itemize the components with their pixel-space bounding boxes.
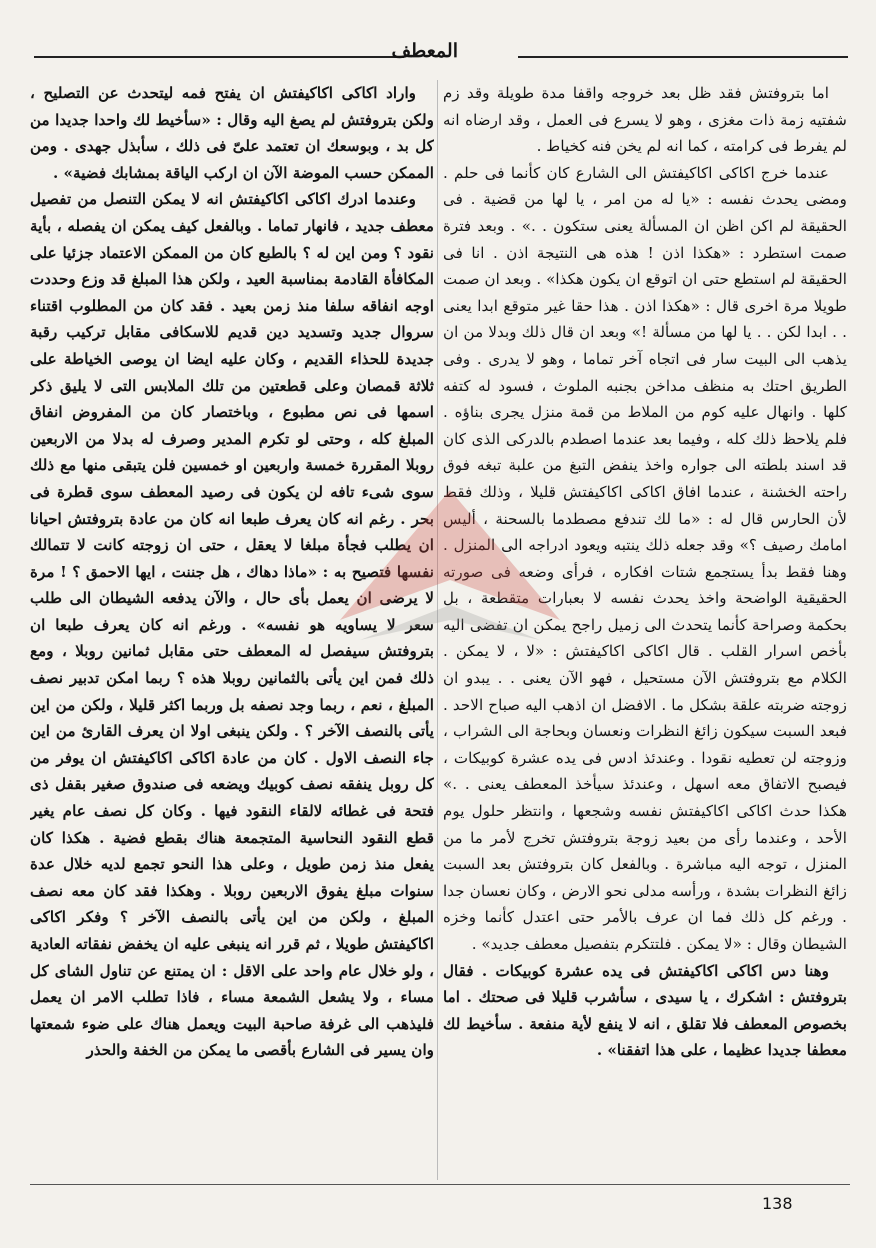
right-column <box>443 80 847 1180</box>
magazine-title: المعطف <box>391 40 458 62</box>
paragraph: واراد اكاكى اكاكيفتش ان يفتح فمه ليتحدث عن التصليح ، ولكن بتروفتش لم يصغ اليه وقال : «سأخيط لك واحدا جديدا من كل بد ، وبوسعك ان تعتمد علىّ فى ذلك ، سأبذل جهدى . ومن الممكن حسب الموضة الآن ان اركب الياقة بمشابك فضية» . <box>30 84 434 182</box>
header-rule-right <box>518 56 848 58</box>
running-header <box>30 38 850 68</box>
footer-rule <box>30 1184 850 1185</box>
column-divider <box>437 80 438 1180</box>
header-rule-left <box>34 56 404 58</box>
paragraph: عندما خرج اكاكى اكاكيفتش الى الشارع كان كأنما فى حلم . ومضى يحدث نفسه : «يا له من امر ، يا لها من قضية . فى الحقيقة لم اكن اظن ان المسألة يعنى ستكون . .» . وبعد فترة صمت استطرد : «هكذا اذن ! هذه هى النتيجة اذن . انا فى الحقيقة لم استطع حتى ان اتوقع ان يكون هكذا» . وبعد ان صمت طويلا مرة اخرى قال : «هكذا اذن . هذا حقا غير متوقع ابدا يعنى . . ابدا لكن . . يا لها من مسألة !» وبعد ان قال ذلك وبدلا من ان يذهب الى البيت سار فى اتجاه آخر تماما ، وهو لا يدرى . وفى الطريق احتك به منظف مداخن بجنبه الملوث ، فسود له كتفه كلها . وانهال عليه كوم من الملاط من قمة منزل يجرى بناؤه . فلم يلاحظ ذلك كله ، وفيما بعد عندما اصطدم بالدركى الذى كان قد اسند بلطته الى جواره واخذ ينفض التبغ من علبة تبغه فوق راحته الخشنة ، عندما افاق اكاكى اكاكيفتش قليلا ، وذلك فقط لأن الحارس قال له : «ما لك تندفع مصطدما بالسحنة ، أليس امامك رصيف ؟» وقد جعله ذلك ينتبه ويعود ادراجه الى المنزل . وهنا فقط بدأ يستجمع شتات افكاره ، فرأى وضعه فى صورته الحقيقية الواضحة واخذ يحدث نفسه لا بعبارات متقطعة ، بل بحكمة وصراحة كأنما يتحدث الى زميل راجح يمكن ان تفضى اليه بأخص اسرار القلب . قال اكاكى اكاكيفتش : «لا ، لا يمكن . الكلام مع بتروفتش الآن مستحيل ، فهو الآن يعنى . . يبدو ان زوجته ضربته علقة بشكل ما . الافضل ان اذهب اليه صباح الاحد . فبعد السبت سيكون زائغ النظرات ونعسان وبحاجة الى الشراب ، وزوجته لن تعطيه نقودا . وعندئذ ادس فى يده عشرة كوبيكات ، فيصبح الاتفاق معه اسهل ، وعندئذ سيأخذ المعطف يعنى . .» هكذا حدث اكاكى اكاكيفتش نفسه وشجعها ، وانتظر حلول يوم الأحد ، وعندما رأى من بعيد زوجة بتروفتش تخرج لأمر ما من المنزل ، توجه اليه مباشرة . وبالفعل كان بتروفتش بعد السبت زائغ النظرات بشدة ، ورأسه مدلى نحو الارض ، وكان نعسان جدا . ورغم كل ذلك فما ان عرف بالأمر حتى اعتدل كأنما وخزه الشيطان وقال : «لا يمكن . فلتتكرم بتفصيل معطف جديد» . <box>443 163 847 953</box>
paragraph: وهنا دس اكاكى اكاكيفتش فى يده عشرة كوبيكات . فقال بتروفتش : اشكرك ، يا سيدى ، سأشرب قليلا فى صحتك . اما بخصوص المعطف فلا تقلق ، انه لا ينفع لأية منفعة . سأخيط لك معطفا جديدا عظيما ، على هذا اتفقنا» . <box>443 961 847 1060</box>
left-column <box>30 80 434 1180</box>
page-number: 138 <box>762 1194 793 1213</box>
paragraph: اما بتروفتش فقد ظل بعد خروجه واقفا مدة طويلة وقد زم شفتيه زمة ذات مغزى ، وهو لا يسرع فى العمل ، وقد ارضاه انه لم يفرط فى كرامته ، كما انه لم يخن فنه كخياط . <box>443 84 847 156</box>
paragraph: وعندما ادرك اكاكى اكاكيفتش انه لا يمكن التنصل من تفصيل معطف جديد ، فانهار تماما . وبالفعل كيف يمكن ان يفصله ، بأية نقود ؟ ومن اين له ؟ بالطبع كان من الممكن الاعتماد جزئيا على المكافأة القادمة بمناسبة العيد ، ولكن هذا المبلغ قد وزع وحددت اوجه انفاقه سلفا منذ زمن بعيد . فقد كان من المطلوب اقتناء سروال جديد وتسديد دين قديم للاسكافى مقابل تركيب رقبة جديدة للحذاء القديم ، وكان عليه ايضا ان يوصى الخياطة على ثلاثة قمصان وعلى قطعتين من تلك الملابس التى لا يليق ذكر اسمها فى نص مطبوع ، وباختصار كان من المفروض انفاق المبلغ كله ، وحتى لو تكرم المدير وصرف له بدلا من الاربعين روبلا المقررة خمسة واربعين او خمسين فلن يتبقى منها مع ذلك سوى شىء تافه لن يكون فى رصيد المعطف سوى قطرة فى بحر . رغم انه كان يعرف طبعا انه كان من عادة بتروفتش احيانا ان يطلب فجأة مبلغا لا يعقل ، حتى ان زوجته كانت لا تتمالك نفسها فتصيح به : «ماذا دهاك ، هل جننت ، ايها الاحمق ؟ ! مرة لا يرضى ان يعمل بأى حال ، والآن يدفعه الشيطان الى طلب سعر لا يساويه هو نفسه» . ورغم انه كان يعرف طبعا ان بتروفتش سيفصل له المعطف حتى مقابل ثمانين روبلا ، ومع ذلك فمن اين يأتى بالثمانين روبلا هذه ؟ ربما امكن تدبير نصف المبلغ ، نعم ، ربما وجد نصفه بل وربما اكثر قليلا ، ولكن من اين يأتى بالنصف الآخر ؟ . ولكن ينبغى اولا ان يعرف القارئ من اين جاء النصف الاول . كان من عادة اكاكى اكاكيفتش ان يوفر من كل روبل ينفقه نصف كوبيك ويضعه فى صندوق صغير بقفل ذى فتحة فى غطائه لالقاء النقود فيها . وكان كل نصف عام يغير قطع النقود النحاسية المتجمعة هناك بقطع فضية . هكذا كان يفعل منذ زمن طويل ، وعلى هذا النحو تجمع لديه خلال عدة سنوات مبلغ يفوق الاربعين روبلا . وهكذا فقد كان معه نصف المبلغ ، ولكن من اين يأتى بالنصف الآخر ؟ وفكر اكاكى اكاكيفتش طويلا ، ثم قرر انه ينبغى عليه ان يخفض نفقاته العادية ، ولو خلال عام واحد على الاقل : ان يمتنع عن تناول الشاى كل مساء ، ولا يشعل الشمعة مساء ، فاذا تطلب الامر ان يعمل فليذهب الى غرفة صاحبة البيت ويعمل هناك على ضوء شمعتها وان يسير فى الشارع بأقصى ما يمكن من الخفة والحذر <box>30 190 434 1060</box>
